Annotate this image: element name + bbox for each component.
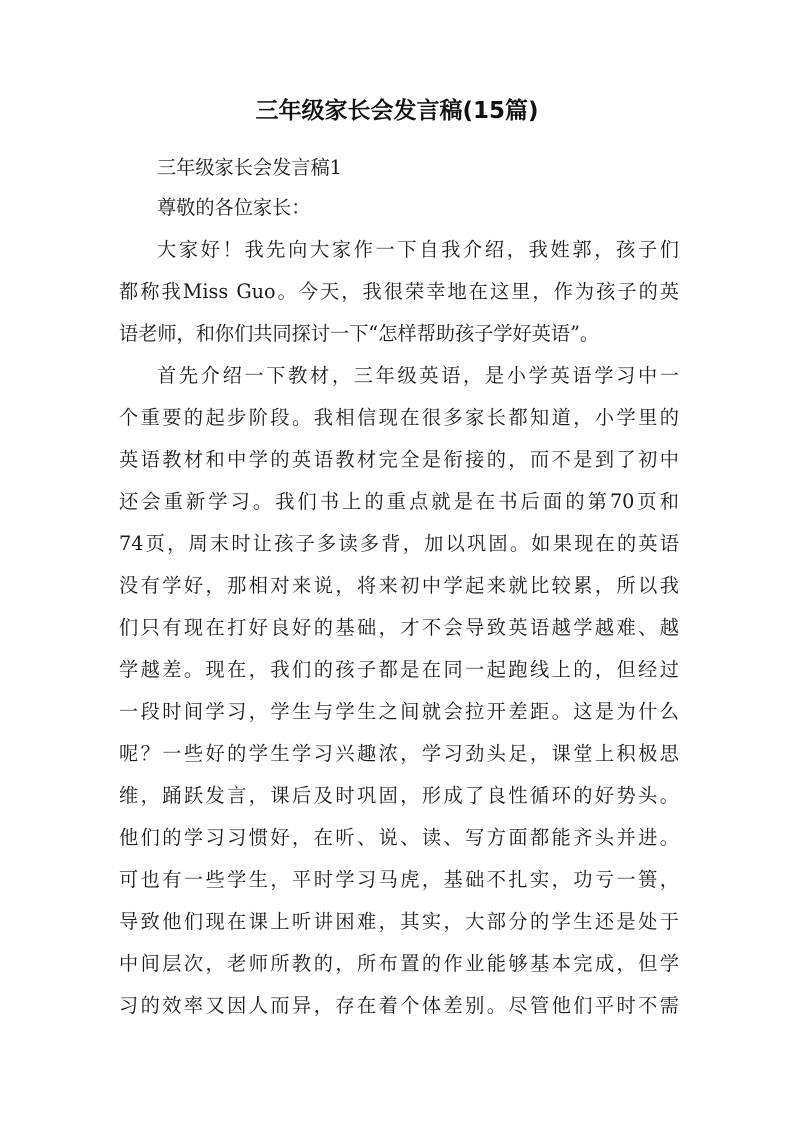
paragraph-2-line-10: 呢？一些好的学生学习兴趣浓，学习劲头足，课堂上积极思 xyxy=(119,742,679,765)
greeting-line: 尊敬的各位家长： xyxy=(157,196,311,219)
paragraph-1-line-1: 大家好！我先向大家作一下自我介绍，我姓郭，孩子们 xyxy=(157,238,679,261)
paragraph-2-line-13: 可也有一些学生，平时学习马虎，基础不扎实，功亏一篑， xyxy=(119,868,679,891)
paragraph-2-line-1: 首先介绍一下教材，三年级英语，是小学英语学习中一 xyxy=(157,364,679,387)
paragraph-1-line-2: 都称我Miss Guo。今天，我很荣幸地在这里，作为孩子的英 xyxy=(119,280,679,303)
paragraph-1-line-3: 语老师，和你们共同探讨一下“怎样帮助孩子学好英语”。 xyxy=(119,322,600,345)
paragraph-2-line-15: 中间层次，老师所教的，所布置的作业能够基本完成，但学 xyxy=(119,952,679,975)
paragraph-2-line-6: 没有学好，那相对来说，将来初中学起来就比较累，所以我 xyxy=(119,574,679,597)
paragraph-2-line-14: 导致他们现在课上听讲困难，其实，大部分的学生还是处于 xyxy=(119,910,679,933)
page-title: 三年级家长会发言稿(15篇) xyxy=(255,98,539,124)
paragraph-2-line-5: 74页，周末时让孩子多读多背，加以巩固。如果现在的英语 xyxy=(119,532,679,555)
paragraph-2-line-9: 一段时间学习，学生与学生之间就会拉开差距。这是为什么 xyxy=(119,700,679,723)
paragraph-2-line-4: 还会重新学习。我们书上的重点就是在书后面的第70页和 xyxy=(119,490,679,513)
paragraph-2-line-7: 们只有现在打好良好的基础，才不会导致英语越学越难、越 xyxy=(119,616,679,639)
paragraph-2-line-8: 学越差。现在，我们的孩子都是在同一起跑线上的，但经过 xyxy=(119,658,679,681)
paragraph-2-line-16: 习的效率又因人而异，存在着个体差别。尽管他们平时不需 xyxy=(119,994,679,1017)
paragraph-2-line-2: 个重要的起步阶段。我相信现在很多家长都知道，小学里的 xyxy=(119,406,679,429)
paragraph-2-line-12: 他们的学习习惯好，在听、说、读、写方面都能齐头并进。 xyxy=(119,826,679,849)
section-heading: 三年级家长会发言稿1 xyxy=(157,156,342,179)
paragraph-2-line-11: 维，踊跃发言，课后及时巩固，形成了良性循环的好势头。 xyxy=(119,784,679,807)
paragraph-2-line-3: 英语教材和中学的英语教材完全是衔接的，而不是到了初中 xyxy=(119,448,679,471)
